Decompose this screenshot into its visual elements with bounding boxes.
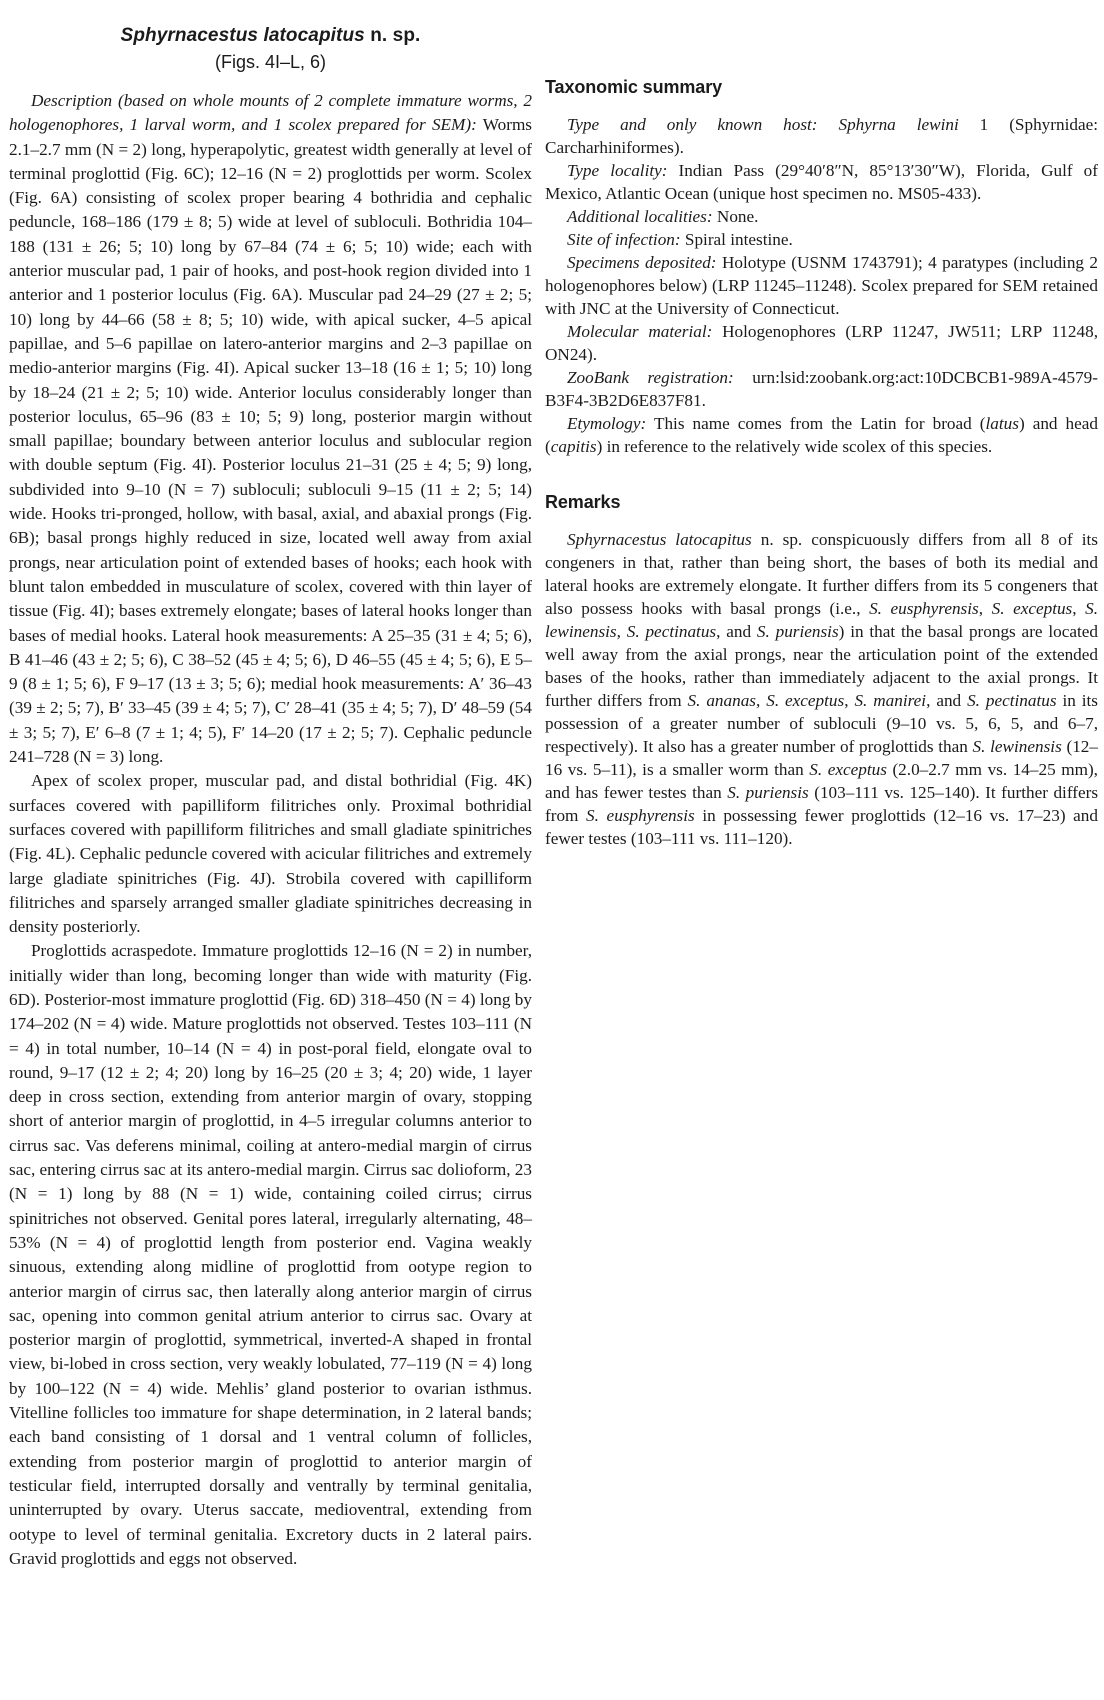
italic-text-run: Type and only known host: Sphyrna lewini — [567, 115, 959, 134]
paragraph — [545, 251, 1098, 320]
text-run: , — [978, 599, 992, 618]
description-section — [9, 89, 532, 1571]
italic-text-run: S. ananas — [687, 691, 756, 710]
figures-reference: (Figs. 4I–L, 6) — [214, 52, 327, 72]
text-run: , — [616, 622, 627, 641]
italic-text-run: Sphyrnacestus latocapitus — [567, 530, 752, 549]
italic-text-run: S. exceptus — [766, 691, 845, 710]
taxonomic-summary-section — [545, 113, 1098, 458]
text-run: ) and head ( — [545, 414, 1098, 456]
text-run: 1 (Sphyrnidae: Carcharhiniformes). — [545, 115, 1098, 157]
text-run: None. — [712, 207, 759, 226]
text-run: Spiral intestine. — [680, 230, 793, 249]
paragraph — [545, 228, 1098, 251]
paragraph — [9, 769, 532, 939]
italic-text-run: Type locality: — [567, 161, 668, 180]
right-column — [545, 76, 1098, 850]
italic-text-run: S. exceptus — [991, 599, 1073, 618]
italic-text-run: Additional localities: — [567, 207, 713, 226]
text-run: ) in reference to the relatively wide scolex of this species. — [596, 437, 993, 456]
italic-text-run: ZooBank registration: — [567, 368, 734, 387]
paragraph — [545, 320, 1098, 366]
italic-text-run: S. exceptus — [809, 760, 887, 779]
italic-text-run: Description (based on whole mounts of 2 complete immature worms, 2 hologenophores, 1 larval worm, and 1 scolex prepared for SEM): — [9, 91, 532, 135]
text-run: (2.0–2.7 mm vs. 14–25 mm), and has fewer testes than — [545, 760, 1098, 802]
species-name-italic: Sphyrnacestus latocapitus — [120, 25, 365, 46]
text-run: This name comes from the Latin for broad ( — [646, 414, 986, 433]
species-title-suffix: n. sp. — [364, 25, 421, 46]
italic-text-run: Specimens deposited: — [567, 253, 717, 272]
text-run: ) in that the basal prongs are located well away from the axial prongs, near the articulation point of the extended bases of the hooks, rather than immediately adjacent to the axial prongs. It further differs from — [545, 622, 1098, 710]
italic-text-run: Site of infection: — [567, 230, 681, 249]
italic-text-run: Etymology: — [567, 414, 647, 433]
paragraph — [545, 113, 1098, 159]
italic-text-run: S. manirei — [854, 691, 927, 710]
paragraph — [9, 939, 532, 1571]
taxonomic-summary-heading: Taxonomic summary — [545, 77, 723, 97]
species-title — [9, 24, 532, 48]
remarks-section — [545, 528, 1098, 850]
text-run: (103–111 vs. 125–140). It further differs from — [545, 783, 1099, 825]
text-run: , — [844, 691, 855, 710]
remarks-heading: Remarks — [545, 492, 621, 512]
paragraph — [545, 366, 1098, 412]
text-run: Apex of scolex proper, muscular pad, and distal bothridial (Fig. 4K) surfaces covered with papilliform filitriches only. Proximal bothridial surfaces covered with papilliform filitriches and small gladiate spinitriches (Fig. 4L). Cephalic peduncle covered with acicular filitriches and extremely large gladiate spinitriches (Fig. 4J). Strobila covered with capilliform filitriches and sparsely arranged smaller gladiate spinitriches decreasing in density posteriorly. — [9, 771, 532, 937]
text-run: Indian Pass (29°40′8″N, 85°13′30″W), Florida, Gulf of Mexico, Atlantic Ocean (unique host specimen no. MS05-433). — [545, 161, 1098, 203]
text-run: Holotype (USNM 1743791); 4 paratypes (including 2 hologenophores below) (LRP 11245–11248). Scolex prepared for SEM retained with JNC at the University of Connecticut. — [545, 253, 1099, 318]
text-run: Worms 2.1–2.7 mm (N = 2) long, hyperapolytic, greatest width generally at level of terminal proglottid (Fig. 6C); 12–16 (N = 2) proglottids per worm. Scolex (Fig. 6A) consisting of scolex proper bearing 4 bothridia and cephalic peduncle, 168–186 (179 ± 8; 5) wide at level of subloculi. Bothridia 104–188 (131 ± 26; 5; 10) long by 67–84 (74 ± 6; 5; 10) wide; each with anterior muscular pad, 1 pair of hooks, and post-hook region divided into 1 anterior and 1 posterior loculus (Fig. 6A). Muscular pad 24–29 (27 ± 2; 5; 10) long by 44–66 (58 ± 8; 5; 10) wide, with apical sucker, 4–5 apical papillae, and 5–6 papillae on latero-anterior margins and 2–3 papillae on medio-anterior margins (Fig. 4I). Apical sucker 13–18 (16 ± 1; 5; 10) long by 18–24 (21 ± 2; 5; 10) wide. Anterior loculus considerably longer than posterior loculus, 65–96 (83 ± 10; 5; 9) long, posterior margin without small papillae; boundary between anterior loculus and sublocular region with double septum (Fig. 4I). Posterior loculus 21–31 (25 ± 4; 5; 9) long, subdivided into 9–10 (N = 7) subloculi; subloculi 9–15 (11 ± 2; 5; 14) wide. Hooks tri-pronged, hollow, with basal, axial, and abaxial prongs (Fig. 6B); basal prongs highly reduced in size, located well away from axial prongs, near articulation point of extended bases of hooks; each hook with blunt talon embedded in musculature of scolex, covered with thin layer of tissue (Fig. 4I); bases extremely elongate; bases of lateral hooks longer than bases of medial hooks. Lateral hook measurements: A 25–35 (31 ± 4; 5; 6), B 41–46 (43 ± 2; 5; 6), C 38–52 (45 ± 4; 5; 6), D 46–55 (45 ± 4; 5; 6), E 5–9 (8 ± 1; 5; 6), F 9–17 (13 ± 3; 5; 6); medial hook measurements: A′ 36–43 (39 ± 2; 5; 7), B′ 33–45 (39 ± 4; 5; 7), C′ 28–41 (35 ± 4; 5; 7), D′ 48–59 (54 ± 3; 5; 7), E′ 6–8 (7 ± 1; 4; 5), F′ 14–20 (17 ± 2; 5; 7). Cephalic peduncle 241–728 (N = 3) long. — [9, 115, 532, 767]
italic-text-run: S. puriensis — [727, 783, 809, 802]
text-run: , — [1072, 599, 1086, 618]
text-run: urn:lsid:zoobank.org:act:10DCBCB1-989A-4579-B3F4-3B2D6E837F81. — [545, 368, 1098, 410]
text-run: n. sp. conspicuously differs from all 8 of its congeners in that, rather than being short, the bases of both its medial and lateral hooks are extremely elongate. It further differs from its 5 congeners that also possess hooks with basal prongs (i.e., — [545, 530, 1098, 618]
text-run: , — [755, 691, 767, 710]
italic-text-run: S. eusphyrensis — [869, 599, 979, 618]
paragraph — [545, 205, 1098, 228]
text-run: in its possession of a greater number of subloculi (9–10 vs. 5, 6, 5, and 6–7, respectively). It also has a greater number of proglottids than — [545, 691, 1098, 756]
italic-text-run: Molecular material: — [567, 322, 713, 341]
paragraph — [9, 89, 532, 769]
left-column — [9, 24, 532, 1571]
paragraph — [545, 528, 1098, 850]
italic-text-run: S. pectinatus — [626, 622, 717, 641]
text-run: (12–16 vs. 5–11), is a smaller worm than — [545, 737, 1098, 779]
italic-text-run: S. lewinensis — [545, 599, 1099, 641]
text-run: , and — [926, 691, 968, 710]
paragraph — [545, 159, 1098, 205]
paragraph — [545, 412, 1098, 458]
italic-text-run: capitis — [550, 437, 597, 456]
italic-text-run: S. pectinatus — [967, 691, 1057, 710]
italic-text-run: latus — [985, 414, 1019, 433]
text-run: , and — [716, 622, 757, 641]
text-run: in possessing fewer proglottids (12–16 vs. 17–23) and fewer testes (103–111 vs. 111–120). — [545, 806, 1098, 848]
italic-text-run: S. puriensis — [756, 622, 839, 641]
italic-text-run: S. eusphyrensis — [586, 806, 695, 825]
text-run: Proglottids acraspedote. Immature proglottids 12–16 (N = 2) in number, initially wider than long, becoming longer than wide with maturity (Fig. 6D). Posterior-most immature proglottid (Fig. 6D) 318–450 (N = 4) long by 174–202 (N = 4) wide. Mature proglottids not observed. Testes 103–111 (N = 4) in total number, 10–14 (N = 4) in post-poral field, elongate oval to round, 9–17 (12 ± 2; 4; 20) long by 16–25 (20 ± 3; 4; 20) wide, 1 layer deep in cross section, extending from anterior margin of ovary, stopping short of anterior margin of proglottid, in 4–5 irregular columns anterior to cirrus sac. Vas deferens minimal, coiling at antero-medial margin of cirrus sac, entering cirrus sac at its antero-medial margin. Cirrus sac dolioform, 23 (N = 1) long by 88 (N = 1) wide, containing coiled cirrus; cirrus spinitriches not observed. Genital pores lateral, irregularly alternating, 48–53% (N = 4) of proglottid length from posterior end. Vagina weakly sinuous, extending along midline of proglottid from ootype region to anterior margin of cirrus sac, then laterally along anterior margin of cirrus sac, opening into common genital atrium anterior to cirrus sac. Ovary at posterior margin of proglottid, symmetrical, inverted-A shaped in frontal view, bi-lobed in cross section, very weakly lobulated, 77–119 (N = 4) long by 100–122 (N = 4) wide. Mehlis’ gland posterior to ovarian isthmus. Vitelline follicles too immature for shape determination, in 2 lateral bands; each band consisting of 1 dorsal and 1 ventral column of follicles, extending from posterior margin of proglottid to anterior margin of testicular field, interrupted dorsally and ventrally by terminal genitalia, uninterrupted by ovary. Uterus saccate, medioventral, extending from ootype to level of terminal genitalia. Excretory ducts in 2 lateral pairs. Gravid proglottids and eggs not observed. — [9, 941, 532, 1568]
text-run: Hologenophores (LRP 11247, JW511; LRP 11248, ON24). — [545, 322, 1098, 364]
italic-text-run: S. lewinensis — [972, 737, 1062, 756]
